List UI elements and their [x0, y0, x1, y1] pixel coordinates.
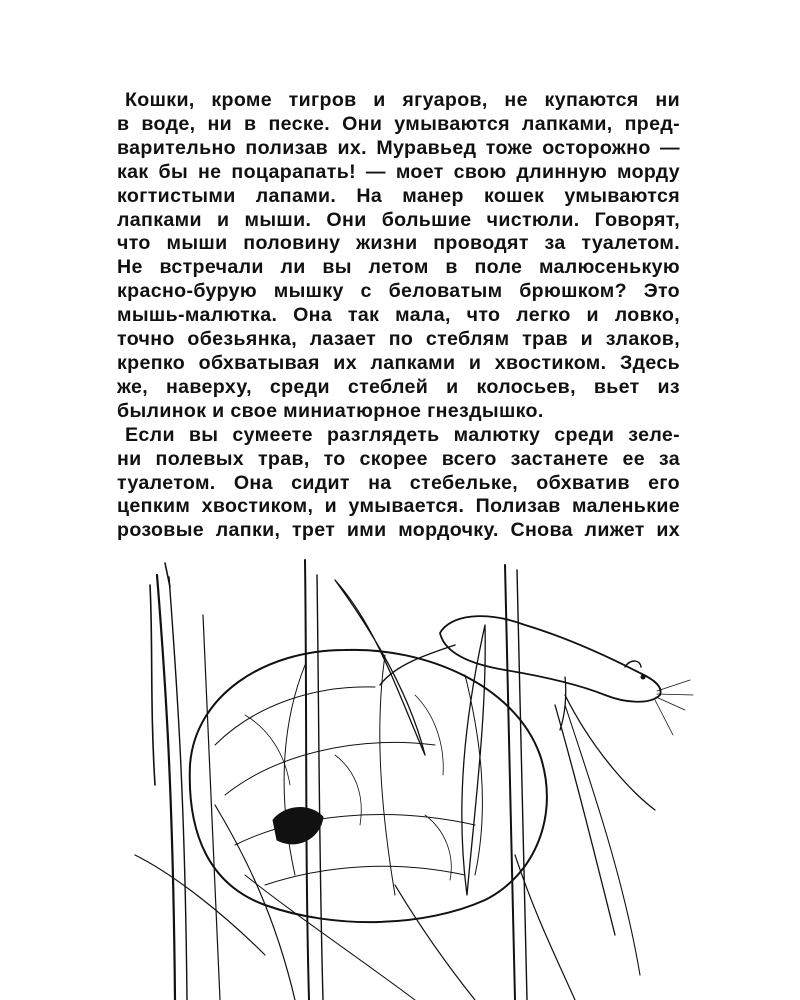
mouse-nest-illustration [95, 555, 705, 1000]
text-line: мышь-малютка. Она так мала, что легко и ловко, [117, 304, 680, 327]
grass-stem [203, 615, 220, 1000]
grass-stem [305, 560, 309, 1000]
grass-stem [165, 563, 170, 587]
text-line: туалетом. Она сидит на стебельке, обхватив его [117, 471, 680, 494]
mouse-paw [560, 677, 566, 730]
text-line: Не встречали ли вы летом в поле малюсенькую [117, 256, 680, 279]
grass-blade [565, 705, 640, 975]
grass-stem [150, 585, 155, 785]
grass-stem [157, 575, 175, 1000]
grass-stem [317, 575, 323, 1000]
text-line: лапками и мыши. Они большие чистюли. Говорят, [117, 208, 680, 231]
paragraph-1 [117, 89, 680, 424]
grass-blade [245, 875, 415, 1000]
text-line: точно обезьянка, лазает по стеблям трав и злаков, [117, 328, 680, 351]
grass-stem [169, 577, 187, 1000]
text-line: Кошки, кроме тигров и ягуаров, не купаются ни [125, 89, 680, 111]
text-line: красно-бурую мышку с беловатым брюшком? Это [117, 280, 680, 303]
grass-stem [505, 565, 515, 1000]
text-line: цепким хвостиком, и умывается. Полизав маленькие [117, 495, 680, 518]
grass-blade [135, 855, 265, 955]
text-line: былинок и свое миниатюрное гнездышко. [117, 399, 544, 422]
text-line: розовые лапки, трет ими мордочку. Снова лижет их [117, 519, 680, 542]
text-line: крепко обхватывая их лапками и хвостиком. Здесь [117, 351, 680, 374]
paragraph-2 [117, 424, 680, 544]
grass-stem [517, 570, 527, 1000]
text-line: в воде, ни в песке. Они умываются лапками, пред- [117, 112, 680, 135]
text-line: когтистыми лапами. На манер кошек умываются [117, 184, 680, 207]
grass-blade [555, 705, 615, 935]
text-line: как бы не поцарапать! — моет свою длинную морду [117, 160, 680, 183]
text-line: что мыши половину жизни проводят за туалетом. [117, 232, 680, 255]
grass-blade [395, 885, 475, 1000]
text-line: Если вы сумеете разглядеть малютку среди зеле- [125, 423, 680, 446]
text-line: ни полевых трав, то скорее всего застанете ее за [117, 447, 680, 470]
nest [190, 650, 547, 922]
body-text [117, 89, 680, 543]
nest-entrance [273, 808, 323, 844]
text-line: варительно полизав их. Муравьед тоже осторожно — [117, 136, 680, 159]
mouse-eye [641, 675, 646, 680]
mouse-tail [380, 645, 455, 685]
text-line: же, наверху, среди стеблей и колосьев, вьет из [117, 375, 680, 398]
